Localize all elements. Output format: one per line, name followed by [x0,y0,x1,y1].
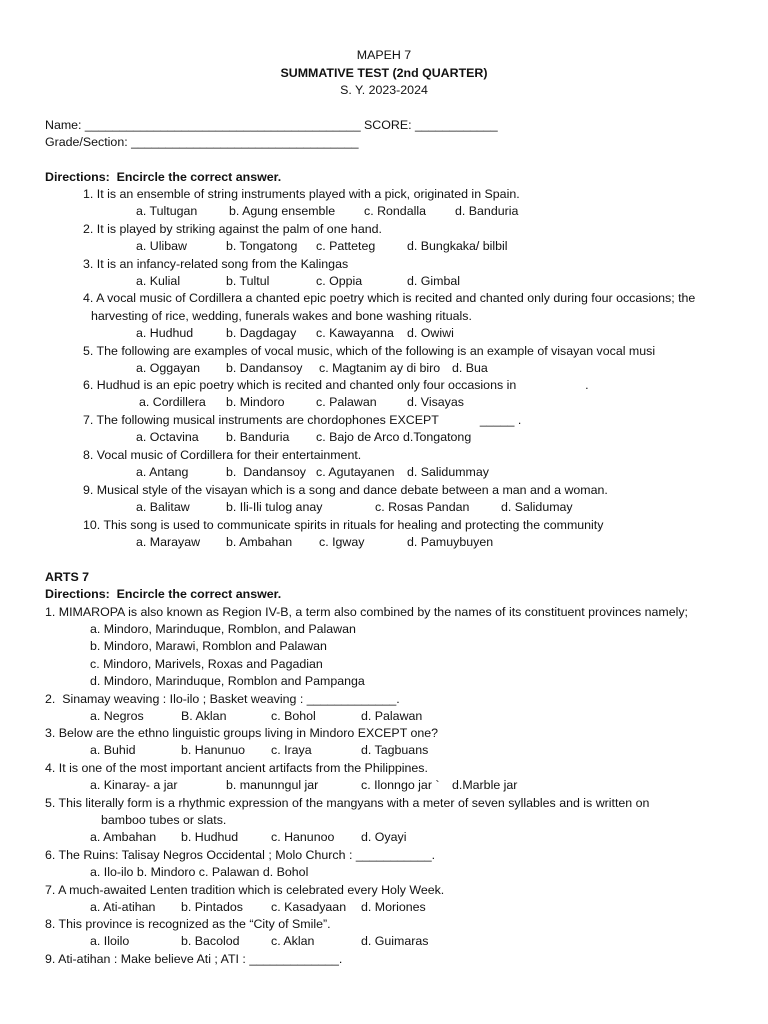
answer-option: c. Agutayanen [316,465,395,479]
answer-option: b. Hanunuo [181,743,246,757]
answer-option: b. Dagdagay [226,326,297,340]
answer-option: a. Cordillera [139,395,206,409]
answer-option: d. Bua [452,361,488,375]
answer-option: d. Owiwi [407,326,454,340]
music-question-4-cont: harvesting of rice, wedding, funerals wakes and bone washing rituals. [91,309,472,323]
music-question-5: 5. The following are examples of vocal music, which of the following is an example of visayan vocal musi [83,344,656,358]
answer-option: b. Mindoro, Marawi, Romblon and Palawan [90,639,327,653]
answer-option: d.Tongatong [403,430,472,444]
answer-option: d. Tagbuans [361,743,429,757]
arts-question-1: 1. MIMAROPA is also known as Region IV-B, a term also combined by the names of its constituent provinces namely; [45,605,688,619]
answer-option: a. Mindoro, Marinduque, Romblon, and Palawan [90,622,356,636]
answer-option: d. Guimaras [361,934,429,948]
school-year: S. Y. 2023-2024 [340,83,428,97]
answer-option: a. Marayaw [136,535,201,549]
answer-option: b. Dandansoy [226,361,303,375]
answer-option: c. Bohol [271,709,316,723]
arts-question-3: 3. Below are the ethno linguistic groups living in Mindoro EXCEPT one? [45,726,439,740]
answer-option: a. Kinaray- a jar [90,778,178,792]
answer-option: a. Iloilo [90,934,130,948]
answer-option: a. Ulibaw [136,239,187,253]
arts-question-4: 4. It is one of the most important ancient artifacts from the Philippines. [45,761,428,775]
music-question-6: 6. Hudhud is an epic poetry which is recited and chanted only four occasions in . [83,378,589,392]
answer-option: c. Iraya [271,743,312,757]
answer-option: c. Kawayanna [316,326,394,340]
answer-option: d. Gimbal [407,274,461,288]
answer-option: b. Ili-Ili tulog anay [226,500,323,514]
music-question-8: 8. Vocal music of Cordillera for their entertainment. [83,448,362,462]
answer-option: a. Tultugan [136,204,198,218]
answer-option: c. Magtanim ay di biro [319,361,441,375]
answer-option: a. Hudhud [136,326,194,340]
answer-option: a. Kulial [136,274,181,288]
answer-option: d. Mindoro, Marinduque, Romblon and Pampanga [90,674,365,688]
answer-option: a. Antang [136,465,189,479]
answer-option: a. Balitaw [136,500,190,514]
answer-option: B. Aklan [181,709,227,723]
answer-option: c. Igway [319,535,365,549]
grade-section-line: Grade/Section: _________________________________ [45,135,359,149]
answer-option: b. Tultul [226,274,270,288]
answer-option: d. Bungkaka/ bilbil [407,239,508,253]
answer-option: b. Agung ensemble [229,204,336,218]
answer-option: b. Dandansoy [226,465,306,479]
answer-option: d. Banduria [455,204,519,218]
music-question-9: 9. Musical style of the visayan which is a song and dance debate between a man and a woman. [83,483,608,497]
arts-question-5: 5. This literally form is a rhythmic expression of the mangyans with a meter of seven syllables and is written on [45,796,650,810]
answer-option: c. Hanunoo [271,830,335,844]
answer-option: b. Bacolod [181,934,240,948]
answer-option: c. Rondalla [364,204,426,218]
answer-option: a. Buhid [90,743,136,757]
answer-option: b. manunngul jar [226,778,319,792]
arts-question-6: 6. The Ruins: Talisay Negros Occidental ; Molo Church : ___________. [45,848,436,862]
answer-option: a. Ati-atihan [90,900,156,914]
answer-option: b. Tongatong [226,239,298,253]
answer-option: b. Pintados [181,900,243,914]
music-question-4: 4. A vocal music of Cordillera a chanted epic poetry which is recited and chanted only during four occasions; the [83,291,696,305]
answer-option: d. Salidumay [501,500,573,514]
music-question-10: 10. This song is used to communicate spirits in rituals for healing and protecting the community [83,518,604,532]
arts-directions: Directions: Encircle the correct answer. [45,587,282,601]
answer-option: d. Pamuybuyen [407,535,494,549]
arts-question-9: 9. Ati-atihan : Make believe Ati ; ATI : _____________. [45,952,343,966]
answer-option: c. Ilonngo jar ` [361,778,440,792]
answer-option: c. Bajo de Arco [316,430,400,444]
answer-option: c. Mindoro, Marivels, Roxas and Pagadian [90,657,323,671]
answer-option: b. Banduria [226,430,290,444]
music-question-2: 2. It is played by striking against the palm of one hand. [83,222,382,236]
answer-option: c. Kasadyaan [271,900,347,914]
music-question-1: 1. It is an ensemble of string instruments played with a pick, originated in Spain. [83,187,520,201]
answer-option: b. Mindoro [226,395,285,409]
answer-option: b. Ambahan [226,535,293,549]
answer-option: d. Moriones [361,900,426,914]
name-score-line: Name: ________________________________________ SCORE: ____________ [45,118,498,132]
answer-option: a. Negros [90,709,144,723]
answer-options-row: a. Ilo-ilo b. Mindoro c. Palawan d. Bohol [90,865,309,879]
answer-option: c. Aklan [271,934,315,948]
answer-option: d. Oyayi [361,830,407,844]
arts-question-2: 2. Sinamay weaving : Ilo-ilo ; Basket weaving : _____________. [45,692,400,706]
answer-option: c. Palawan [316,395,377,409]
answer-option: a. Octavina [136,430,199,444]
answer-option: b. Hudhud [181,830,239,844]
music-directions: Directions: Encircle the correct answer. [45,170,282,184]
test-title: SUMMATIVE TEST (2nd QUARTER) [280,66,488,80]
arts-question-8: 8. This province is recognized as the “City of Smile”. [45,917,331,931]
arts-question-5-cont: bamboo tubes or slats. [101,813,227,827]
answer-option: d. Palawan [361,709,423,723]
arts-question-7: 7. A much-awaited Lenten tradition which is celebrated every Holy Week. [45,883,445,897]
music-question-3: 3. It is an infancy-related song from the Kalingas [83,257,349,271]
answer-option: c. Patteteg [316,239,376,253]
subject-heading: MAPEH 7 [356,48,412,62]
answer-option: d. Salidummay [407,465,489,479]
answer-option: a. Oggayan [136,361,201,375]
answer-option: d. Visayas [407,395,464,409]
answer-option: a. Ambahan [90,830,157,844]
arts-heading: ARTS 7 [45,570,90,584]
answer-option: c. Oppia [316,274,363,288]
answer-option: d.Marble jar [452,778,518,792]
music-question-7: 7. The following musical instruments are chordophones EXCEPT _____ . [83,413,522,427]
answer-option: c. Rosas Pandan [375,500,470,514]
